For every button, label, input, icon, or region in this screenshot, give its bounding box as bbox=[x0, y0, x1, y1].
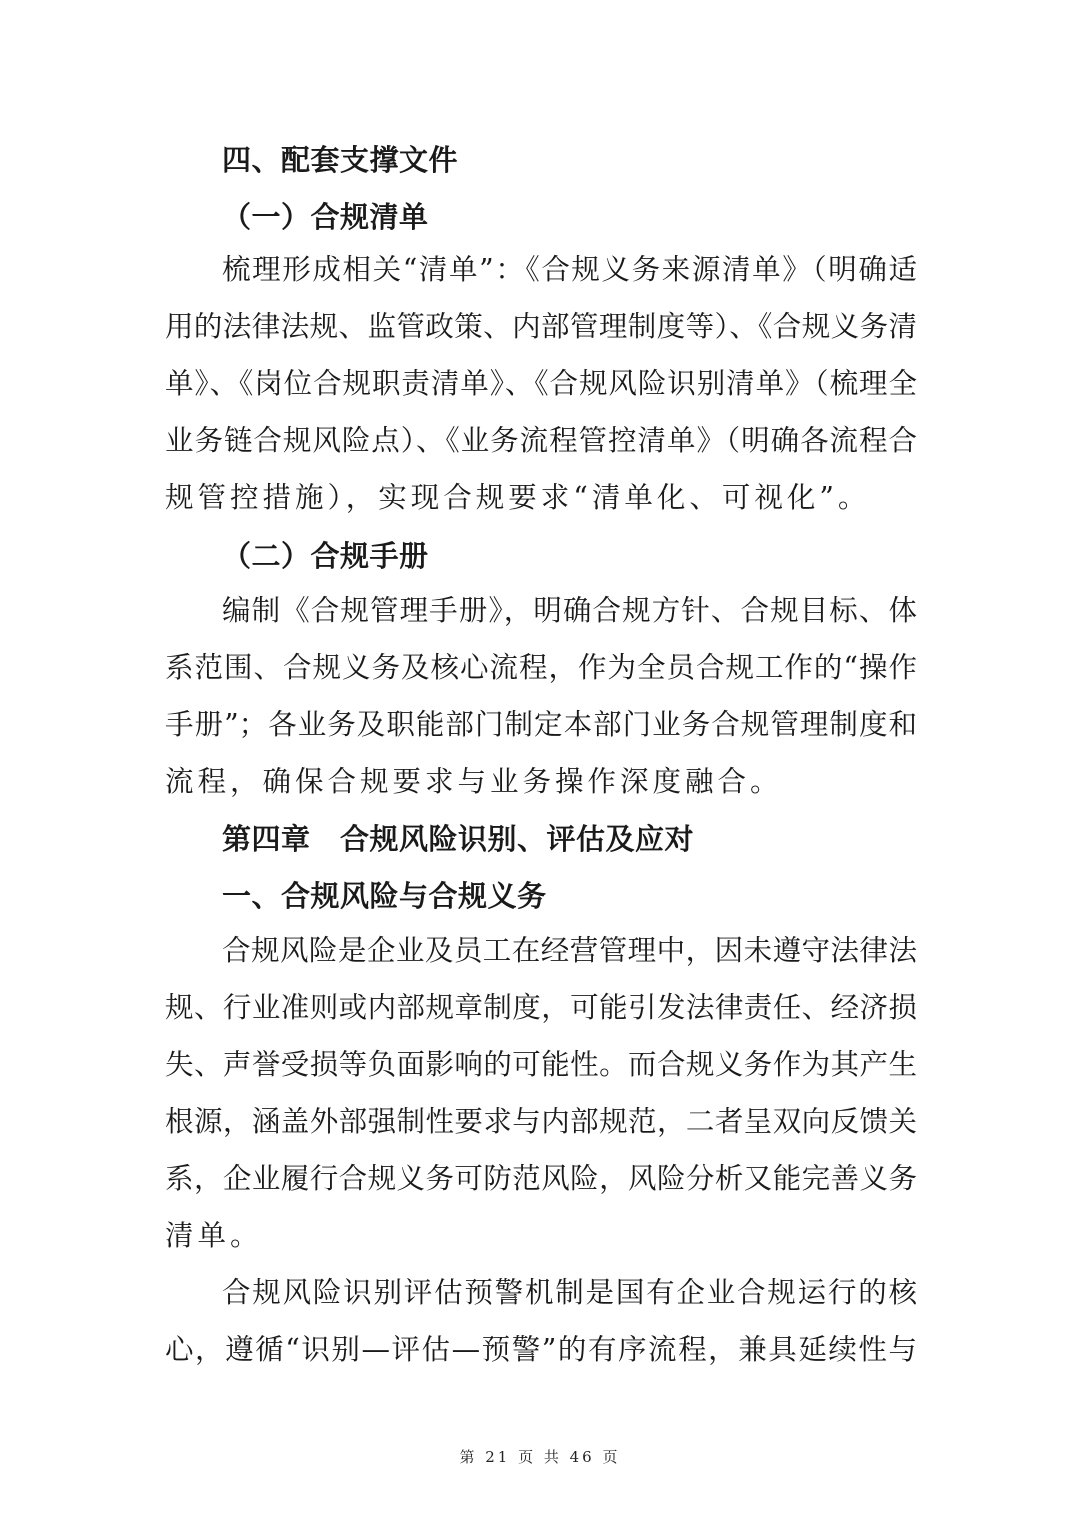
chapter-heading: 第四章 合规风险识别、评估及应对 bbox=[222, 822, 695, 856]
paragraph-line: 系，企业履行合规义务可防范风险，风险分析又能完善义务 bbox=[165, 1162, 917, 1195]
paragraph-line: 合规风险是企业及员工在经营管理中，因未遵守法律法 bbox=[222, 934, 917, 967]
paragraph-line: 流程，确保合规要求与业务操作深度融合。 bbox=[165, 765, 783, 798]
paragraph-line: 心，遵循“识别—评估—预警”的有序流程，兼具延续性与 bbox=[165, 1333, 917, 1366]
section-heading-risk-and-obligations: 一、合规风险与合规义务 bbox=[222, 879, 547, 913]
paragraph-line: 手册”；各业务及职能部门制定本部门业务合规管理制度和 bbox=[165, 708, 917, 741]
page-number-footer: 第 21 页 共 46 页 bbox=[459, 1448, 621, 1466]
subsection-heading-compliance-lists: （一）合规清单 bbox=[222, 200, 429, 234]
paragraph-line: 合规风险识别评估预警机制是国有企业合规运行的核 bbox=[222, 1276, 917, 1309]
paragraph-line: 根源，涵盖外部强制性要求与内部规范，二者呈双向反馈关 bbox=[165, 1105, 917, 1138]
paragraph-line: 梳理形成相关“清单”：《合规义务来源清单》（明确适 bbox=[222, 253, 917, 286]
paragraph-line: 规、行业准则或内部规章制度，可能引发法律责任、经济损 bbox=[165, 991, 917, 1024]
paragraph-line: 失、声誉受损等负面影响的可能性。而合规义务作为其产生 bbox=[165, 1048, 917, 1081]
paragraph-line: 业务链合规风险点）、《业务流程管控清单》（明确各流程合 bbox=[165, 424, 917, 457]
subsection-heading-compliance-manual: （二）合规手册 bbox=[222, 539, 429, 573]
paragraph-line: 系范围、合规义务及核心流程，作为全员合规工作的“操作 bbox=[165, 651, 917, 684]
paragraph-line: 清单。 bbox=[165, 1219, 263, 1252]
paragraph-line: 规管控措施），实现合规要求“清单化、可视化”。 bbox=[165, 481, 871, 514]
paragraph-line: 编制《合规管理手册》，明确合规方针、合规目标、体 bbox=[222, 594, 917, 627]
paragraph-line: 用的法律法规、监管政策、内部管理制度等）、《合规义务清 bbox=[165, 310, 917, 343]
section-heading-supporting-documents: 四、配套支撑文件 bbox=[222, 143, 459, 177]
paragraph-line: 单》、《岗位合规职责清单》、《合规风险识别清单》（梳理全 bbox=[165, 367, 917, 400]
